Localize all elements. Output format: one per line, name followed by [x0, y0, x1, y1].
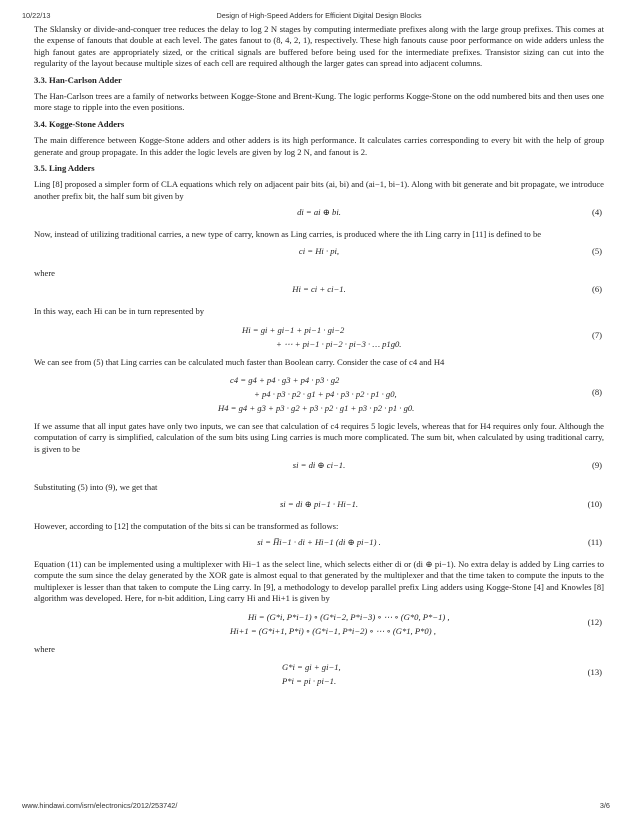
equation-8-line-2: + p4 · p3 · p2 · g1 + p4 · p3 · p2 · p1 · g0, [254, 388, 397, 399]
paragraph-ling-carry: Now, instead of utilizing traditional carries, a new type of carry, known as Ling carries, is produced where the ith Ling carry in [11] is defined to be [34, 229, 542, 240]
equation-number: (10) [587, 498, 602, 509]
paragraph-where: where [34, 643, 55, 654]
equation-11 [34, 537, 604, 553]
paragraph-sklansky: The Sklansky or divide-and-conquer tree reduces the delay to log 2 N stages by computing intermediate prefixes along with the large group prefixes. This comes at the expense of fanouts that double at each level. The gates fanout to (8, 4, 2, 1), respectively. These high fanouts cause poor performance on wide adders unless the high fanout gates are appropriately sized, or the critical signals are buffered before being used for the intermediate prefixes. Transistor sizing can cut into the regularity of the layout because multiple sizes of each cell are required although the larger gates can spread into adjacent columns. [34, 24, 604, 69]
print-footer-url: www.hindawi.com/isrn/electronics/2012/253742/ [22, 801, 178, 810]
equation-5 [34, 246, 604, 262]
equation-number: (6) [591, 284, 602, 295]
paragraph-transformed: However, according to [12] the computation of the bits si can be transformed as follows: [34, 520, 339, 531]
paragraph-han-carlson: The Han-Carlson trees are a family of networks between Kogge-Stone and Brent-Kung. The logic performs Kogge-Stone on the odd numbered bits and then uses one more stage to ripple into the even positions. [34, 91, 604, 113]
equation-12 [34, 610, 604, 638]
section-heading-han-carlson: 3.3. Han-Carlson Adder [34, 74, 122, 85]
paragraph-logic-levels: If we assume that all input gates have only two inputs, we can see that calculation of c4 requires 5 logic levels, whereas that for H4 requires only four. Although the computation of carry is simplified, calculation of the sum bits using Ling carries is much more complicated. The sum bit, when calculated by using traditional carry, is given to be [34, 420, 604, 454]
equation-13-line-2: P*i = pi · pi−1. [282, 675, 337, 686]
article-body [34, 24, 604, 694]
equation-8-line-1: c4 = g4 + p4 · g3 + p4 · p3 · g2 [230, 374, 340, 385]
paragraph-boolean-carry: We can see from (5) that Ling carries can be calculated much faster than Boolean carry. Consider the case of c4 and H4 [34, 356, 445, 367]
equation-7-line-1: Hi = gi + gi−1 + pi−1 · gi−2 [242, 324, 345, 335]
equation-6 [34, 284, 604, 300]
equation-5-body: ci = Hi · pi, [298, 245, 340, 256]
equation-9 [34, 460, 604, 476]
equation-7 [34, 323, 604, 351]
equation-7-line-2: + ⋯ + pi−1 · pi−2 · pi−3 · … p1g0. [276, 338, 402, 349]
paragraph-multiplexer: Equation (11) can be implemented using a multiplexer with Hi−1 as the select line, which selects either di or (di ⊕ pi−1). No extra delay is added by Ling carries to compute the sum since the delay generated by the XOR gate is almost equal to that generated by the multiplexer and that the time taken to compute the inputs to the multiplexer is lesser than that taken to compute the Ling carry. In [9], a methodology to develop parallel prefix Ling adders using Kogge-Stone [4] and Knowles [8] algorithm was developed. Here, for n-bit addition, Ling carry Hi and Hi+1 is given by [34, 558, 604, 604]
equation-10-body: si = di ⊕ pi−1 · Hi−1. [279, 498, 359, 509]
equation-number: (4) [591, 207, 602, 218]
equation-8 [34, 373, 604, 415]
print-page-number: 3/6 [599, 801, 610, 810]
equation-8-line-3: H4 = g4 + g3 + p3 · g2 + p3 · p2 · g1 + p3 · p2 · p1 · g0. [218, 402, 415, 413]
equation-12-line-1: Hi = (G*i, P*i−1) ∘ (G*i−2, P*i−3) ∘ ⋯ ∘ (G*0, P*−1) , [248, 611, 450, 622]
equation-4-body: di = ai ⊕ bi. [297, 207, 341, 218]
paragraph-ling-intro: Ling [8] proposed a simpler form of CLA equations which rely on adjacent pair bits (ai, bi) and (ai−1, bi−1). Along with bit generate and bit propagate, we introduce another prefix bit, the half sum bit given by [34, 179, 604, 201]
equation-13-line-1: G*i = gi + gi−1, [282, 661, 341, 672]
paragraph-substituting: Substituting (5) into (9), we get that [34, 482, 158, 493]
equation-number: (11) [588, 536, 602, 547]
equation-number: (12) [587, 616, 602, 627]
equation-number: (5) [591, 245, 602, 256]
paragraph-where: where [34, 267, 55, 278]
equation-number: (13) [587, 666, 602, 677]
equation-9-body: si = di ⊕ ci−1. [292, 460, 346, 471]
equation-6-body: Hi = ci + ci−1. [292, 284, 346, 295]
equation-12-line-2: Hi+1 = (G*i+1, P*i) ∘ (G*i−1, P*i−2) ∘ ⋯ ∘ (G*1, P*0) , [230, 625, 436, 636]
equation-11-body: si = H̅i−1 · di + Hi−1 (di ⊕ pi−1) . [257, 536, 381, 547]
equation-number: (7) [591, 329, 602, 340]
print-date: 10/22/13 [22, 11, 51, 20]
section-heading-kogge-stone: 3.4. Kogge-Stone Adders [34, 118, 125, 129]
equation-10 [34, 499, 604, 515]
equation-13 [34, 660, 604, 688]
equation-number: (9) [591, 460, 602, 471]
equation-4 [34, 207, 604, 223]
print-page-title: Design of High-Speed Adders for Efficient Digital Design Blocks [216, 11, 422, 20]
paragraph-kogge-stone: The main difference between Kogge-Stone adders and other adders is its high performance. It calculates carries corresponding to every bit with the help of group generate and group propagate. In this adder the logic levels are given by log 2 N, and fanout is 2. [34, 135, 604, 157]
equation-number: (8) [591, 386, 602, 397]
section-heading-ling: 3.5. Ling Adders [34, 163, 95, 174]
paragraph-h-represented: In this way, each Hi can be in turn represented by [34, 306, 205, 317]
